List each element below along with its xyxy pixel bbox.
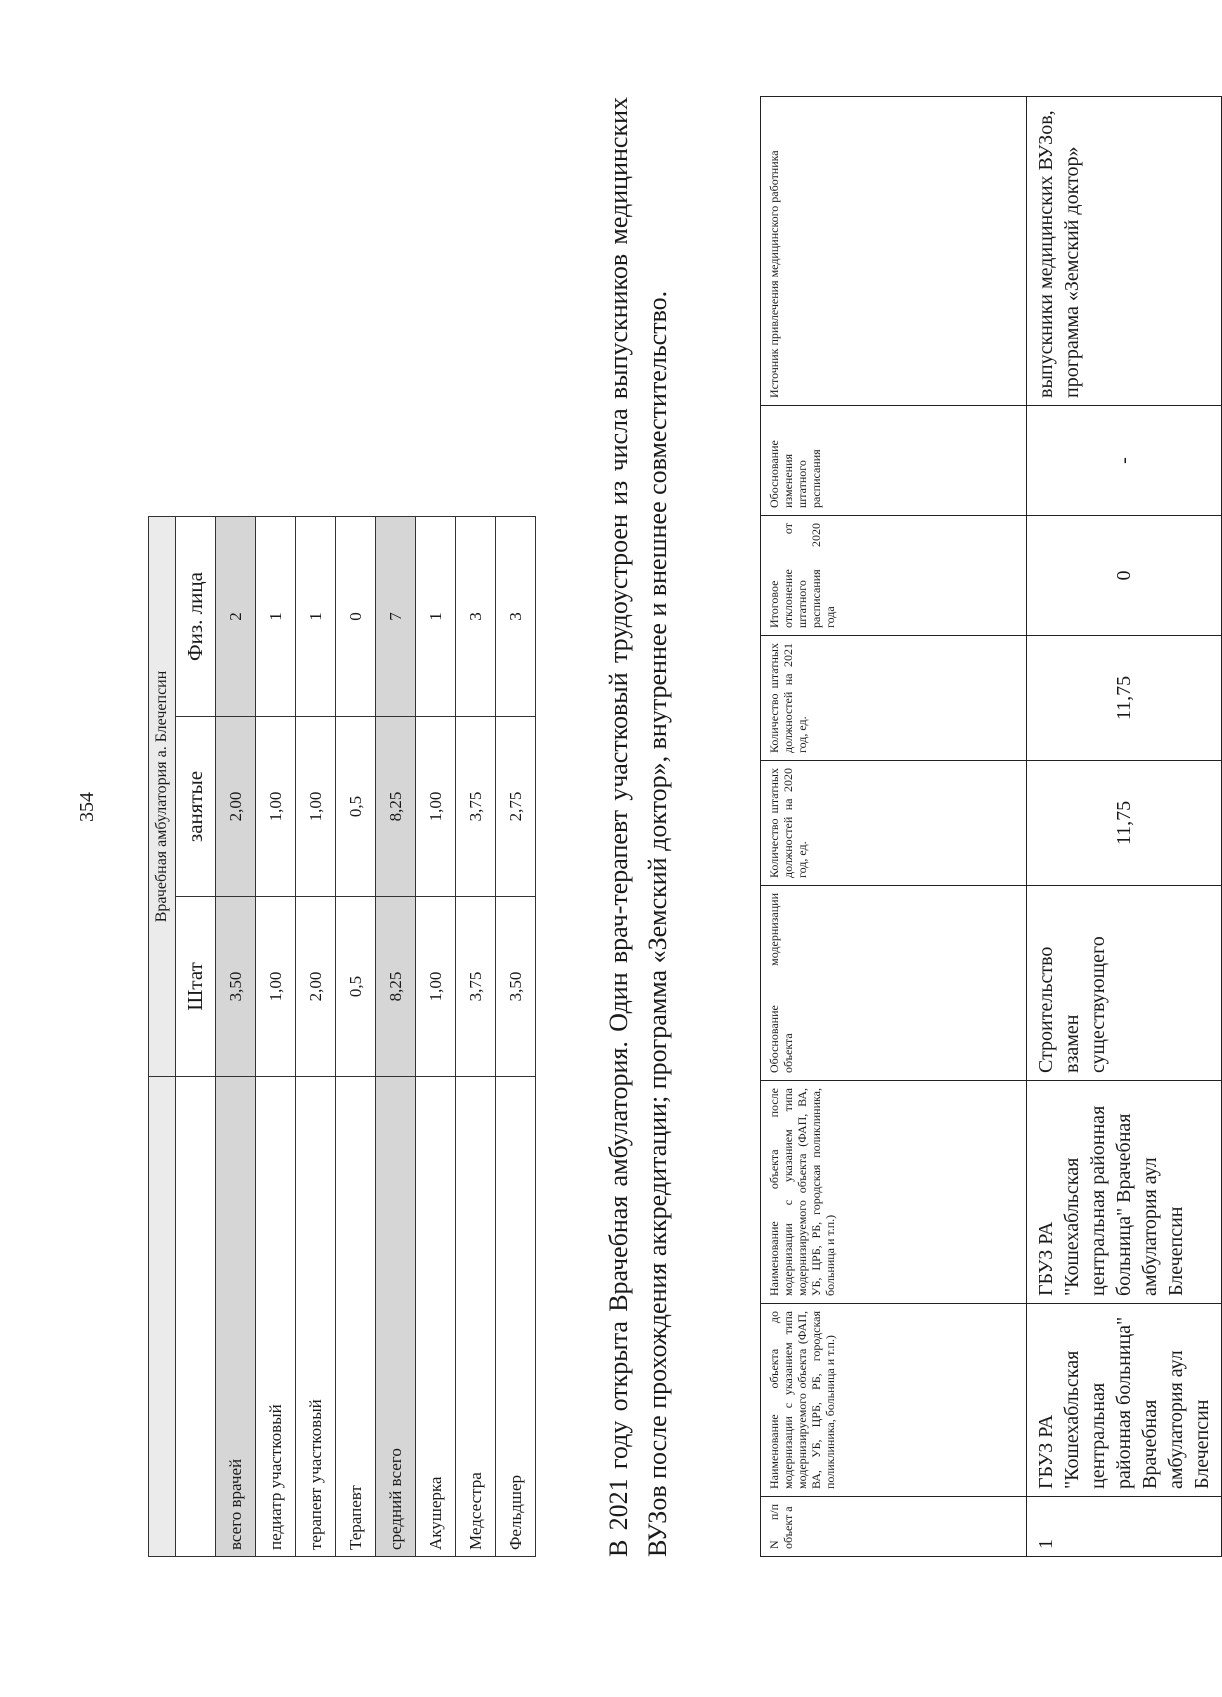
row-shtat: 8,25 [376, 897, 416, 1077]
body-paragraph: В 2021 году открыта Врачебная амбулатория. Один врач-терапевт участковый трудоустроен из числа выпускников медицинских ВУЗов после прохождения аккредитации; программа «Земский доктор», внутреннее и внешнее совместительство. [604, 97, 672, 1557]
header-cell-source: Источник привлечения медицинского работника [761, 97, 1027, 406]
header-cell-justification: Обоснование модернизации объекта [761, 886, 1027, 1081]
row-fiz: 2 [216, 516, 256, 716]
table-row [496, 516, 536, 1556]
header-cell-name-before: Наименование объекта до модернизации с указанием типа модернизируемого объекта (ФАП, ВА, УБ, ЦРБ, РБ, городская поликлиника, больница и т.п.) [761, 1304, 1027, 1497]
cell-deviation: 0 [1027, 516, 1222, 636]
header-cell-positions-2020: Количество штатных должностей на 2020 год, ед. [761, 761, 1027, 886]
table-row [216, 516, 256, 1556]
table-row [296, 516, 336, 1556]
cell-justification: Строительство взамен существующего [1027, 886, 1222, 1081]
row-label: терапевт участковый [296, 1077, 336, 1557]
cell-positions-2020: 11,75 [1027, 761, 1222, 886]
row-zanyatye: 8,25 [376, 717, 416, 897]
row-shtat: 3,50 [496, 897, 536, 1077]
row-shtat: 0,5 [336, 897, 376, 1077]
table-row [456, 516, 496, 1556]
cell-name-after: ГБУЗ РА "Кошехабльская центральная районная больница" Врачебная амбулатория аул Блечепсин [1027, 1081, 1222, 1304]
page-number: 354 [76, 792, 98, 822]
row-zanyatye: 3,75 [456, 717, 496, 897]
staff-table-title: Врачебная амбулатория а. Блечепсин [149, 516, 176, 1076]
header-cell-name-after: Наименование объекта после модернизации с указанием типа модернизируемого объекта (ФАП, ВА, УБ, ЦРБ, РБ, городская поликлиника, больница и т.п.) [761, 1081, 1027, 1304]
table-row [256, 516, 296, 1556]
modernization-table [760, 96, 1222, 1557]
row-zanyatye: 2,75 [496, 717, 536, 897]
row-shtat: 3,50 [216, 897, 256, 1077]
row-label: Фельдшер [496, 1077, 536, 1557]
header-cell-staff-justification: Обоснование изменения штатного расписания [761, 406, 1027, 516]
cell-source: выпускники медицинских ВУЗов, программа «Земский доктор» [1027, 97, 1222, 406]
cell-positions-2021: 11,75 [1027, 636, 1222, 761]
row-label: педиатр участковый [256, 1077, 296, 1557]
table-header-row [761, 97, 1027, 1557]
row-zanyatye: 2,00 [216, 717, 256, 897]
table-row [336, 516, 376, 1556]
row-fiz: 1 [416, 516, 456, 716]
table-row [376, 516, 416, 1556]
staff-table-header-fiz: Физ. лица [176, 516, 216, 716]
header-cell-number: N п/п объект а [761, 1497, 1027, 1557]
row-zanyatye: 0,5 [336, 717, 376, 897]
row-fiz: 3 [496, 516, 536, 716]
row-zanyatye: 1,00 [296, 717, 336, 897]
staff-table-header-shtat: Штат [176, 897, 216, 1077]
row-zanyatye: 1,00 [416, 717, 456, 897]
staff-table-header-empty [176, 1077, 216, 1557]
staff-table-empty-cell [149, 1077, 176, 1557]
row-label: Медсестра [456, 1077, 496, 1557]
row-fiz: 0 [336, 516, 376, 716]
row-fiz: 7 [376, 516, 416, 716]
row-label: средний всего [376, 1077, 416, 1557]
row-label: всего врачей [216, 1077, 256, 1557]
cell-staff-justification: - [1027, 406, 1222, 516]
cell-number: 1 [1027, 1497, 1222, 1557]
header-cell-positions-2021: Количество штатных должностей на 2021 год, ед. [761, 636, 1027, 761]
row-fiz: 3 [456, 516, 496, 716]
row-shtat: 1,00 [416, 897, 456, 1077]
row-fiz: 1 [256, 516, 296, 716]
row-zanyatye: 1,00 [256, 717, 296, 897]
row-shtat: 2,00 [296, 897, 336, 1077]
row-label: Терапевт [336, 1077, 376, 1557]
staff-table-header-zanyatye: занятые [176, 717, 216, 897]
header-cell-deviation: Итоговое отклонение от штатного расписания 2020 года [761, 516, 1027, 636]
cell-name-before: ГБУЗ РА "Кошехабльская центральная районная больница" Врачебная амбулатория аул Блечепсин [1027, 1304, 1222, 1497]
table-row [416, 516, 456, 1556]
row-shtat: 3,75 [456, 897, 496, 1077]
staff-table [148, 516, 536, 1557]
row-shtat: 1,00 [256, 897, 296, 1077]
row-fiz: 1 [296, 516, 336, 716]
row-label: Акушерка [416, 1077, 456, 1557]
table-row [1027, 97, 1222, 1557]
